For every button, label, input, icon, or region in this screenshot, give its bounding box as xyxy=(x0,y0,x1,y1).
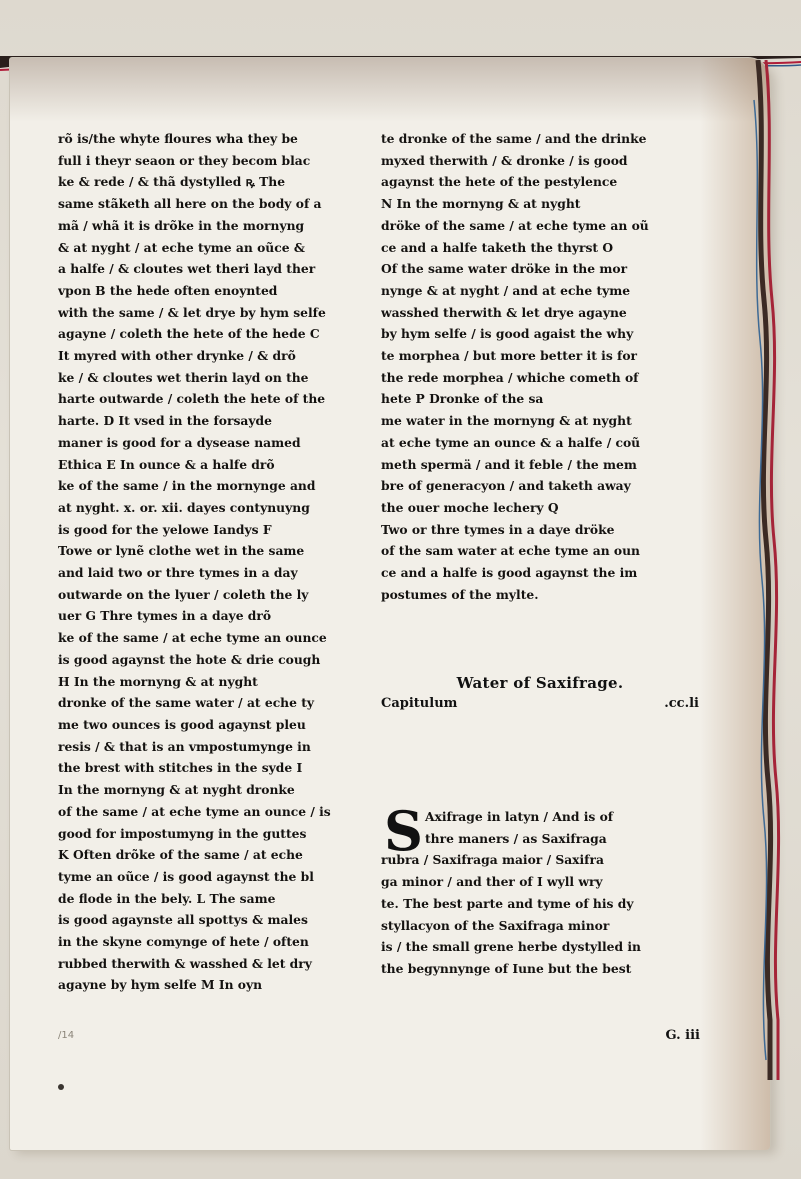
text-line: in the skyne comynge of hete / often xyxy=(58,934,309,950)
chapter-line xyxy=(381,694,699,714)
text-line: te dronke of the same / and the drinke xyxy=(381,131,647,146)
text-line: Ethica E In ounce & a halfe drõ xyxy=(58,456,275,472)
text-line: styllacyon of the Saxifraga minor xyxy=(381,917,610,933)
text-line: uer G Thre tymes in a daye drõ xyxy=(58,608,272,624)
drop-cap-initial: S xyxy=(384,799,423,863)
text-line: maner is good for a dysease named xyxy=(58,434,301,450)
text-line: te. The best parte and tyme of his dy xyxy=(381,895,634,911)
ink-dot xyxy=(58,1084,64,1090)
text-line: mã / whã it is drõke in the mornyng xyxy=(58,217,305,233)
text-line: thre maners / as Saxifraga xyxy=(425,830,607,846)
text-line: the brest with stitches in the syde I xyxy=(58,760,303,776)
pencil-note: /14 xyxy=(58,1030,75,1041)
text-line: harte. D It vsed in the forsayde xyxy=(58,413,272,429)
text-line: meth spermä / and it feble / the mem xyxy=(381,456,637,472)
text-line: ke / & cloutes wet therin layd on the xyxy=(58,369,309,385)
text-line: outwarde on the lyuer / coleth the ly xyxy=(58,586,309,602)
text-line: rõ is/the whyte floures wha they be xyxy=(58,131,298,146)
text-line: rubbed therwith & wasshed & let dry xyxy=(58,955,312,971)
text-line: rubra / Saxifraga maior / Saxifra xyxy=(381,852,604,868)
left-text-column xyxy=(58,128,376,996)
text-line: ga minor / and ther of I wyll wry xyxy=(381,874,603,890)
text-line: the begynnynge of Iune but the best xyxy=(381,960,632,976)
text-line: ce and a halfe taketh the thyrst O xyxy=(381,239,614,255)
text-line: a halfe / & cloutes wet theri layd ther xyxy=(58,261,316,277)
text-line: the rede morphea / whiche cometh of xyxy=(381,369,639,385)
text-line: ce and a halfe is good agaynst the im xyxy=(381,565,638,581)
text-line: and laid two or thre tymes in a day xyxy=(58,565,298,581)
text-line: full i theyr seaon or they becom blac xyxy=(58,152,311,168)
right-margin-ornament xyxy=(752,60,786,1080)
text-line: resis / & that is an vmpostumynge in xyxy=(58,738,311,754)
text-line: H In the mornyng & at nyght xyxy=(58,673,258,689)
text-line: dronke of the same water / at eche ty xyxy=(58,695,315,711)
right-text-column xyxy=(381,128,699,605)
text-line: In the mornyng & at nyght dronke xyxy=(58,782,295,798)
text-line: me water in the mornyng & at nyght xyxy=(381,413,632,429)
text-line: de flode in the bely. L The same xyxy=(58,890,276,906)
text-line: is good agaynst the hote & drie cough xyxy=(58,651,321,667)
text-line: harte outwarde / coleth the hete of the xyxy=(58,391,326,407)
text-line: me two ounces is good agaynst pleu xyxy=(58,716,306,732)
section-body xyxy=(381,799,699,980)
chapter-number: .cc.li xyxy=(664,696,699,711)
text-line: K Often drõke of the same / at eche xyxy=(58,847,303,863)
text-line: Of the same water dröke in the mor xyxy=(381,261,628,277)
text-line: myxed therwith / & dronke / is good xyxy=(381,152,628,168)
text-line: is / the small grene herbe dystylled in xyxy=(381,939,641,955)
text-line: wasshed therwith & let drye agayne xyxy=(381,304,627,320)
text-line: N In the mornyng & at nyght xyxy=(381,196,581,212)
text-line: agayne by hym selfe M In oyn xyxy=(58,977,263,993)
text-line: agaynst the hete of the pestylence xyxy=(381,174,618,190)
text-line: tyme an oũce / is good agaynst the bl xyxy=(58,868,314,884)
text-line: agayne / coleth the hete of the hede C xyxy=(58,326,320,342)
text-line: dröke of the same / at eche tyme an oũ xyxy=(381,217,649,233)
text-line: is good for the yelowe Iandys F xyxy=(58,521,272,537)
text-line: ke of the same / at eche tyme an ounce xyxy=(58,630,327,646)
text-line: postumes of the mylte. xyxy=(381,586,539,602)
text-line: of the sam water at eche tyme an oun xyxy=(381,543,640,559)
signature-mark: G. iii xyxy=(665,1028,700,1043)
text-line: Axifrage in latyn / And is of xyxy=(425,809,614,824)
chapter-label: Capitulum xyxy=(381,696,458,711)
text-line: ke & rede / & thã dystylled ꝶ The xyxy=(58,174,286,190)
text-line: te morphea / but more better it is for xyxy=(381,348,638,364)
section-title: Water of Saxifrage. xyxy=(456,674,624,692)
text-line: & at nyght / at eche tyme an oũce & xyxy=(58,239,305,255)
text-line: nynge & at nyght / and at eche tyme xyxy=(381,282,631,298)
text-line: the ouer moche lechery Q xyxy=(381,499,559,515)
text-line: by hym selfe / is good agaist the why xyxy=(381,326,634,342)
text-line: hete P Dronke of the sa xyxy=(381,391,544,407)
text-line: at eche tyme an ounce & a halfe / coũ xyxy=(381,434,641,450)
text-line: of the same / at eche tyme an ounce / is xyxy=(58,803,331,819)
text-line: same stãketh all here on the body of a xyxy=(58,196,322,212)
text-line: is good agaynste all spottys & males xyxy=(58,912,308,928)
text-line: Two or thre tymes in a daye dröke xyxy=(381,521,615,537)
text-line: vpon B the hede often enoynted xyxy=(58,282,278,298)
text-line: It myred with other drynke / & drõ xyxy=(58,348,296,364)
text-line: bre of generacyon / and taketh away xyxy=(381,478,631,494)
text-line: good for impostumyng in the guttes xyxy=(58,825,307,841)
text-line: at nyght. x. or. xii. dayes contynuyng xyxy=(58,499,310,515)
text-line: Towe or lynẽ clothe wet in the same xyxy=(58,543,305,559)
text-line: with the same / & let drye by hym selfe xyxy=(58,304,326,320)
text-line: ke of the same / in the mornynge and xyxy=(58,478,316,494)
section-heading xyxy=(381,672,699,714)
